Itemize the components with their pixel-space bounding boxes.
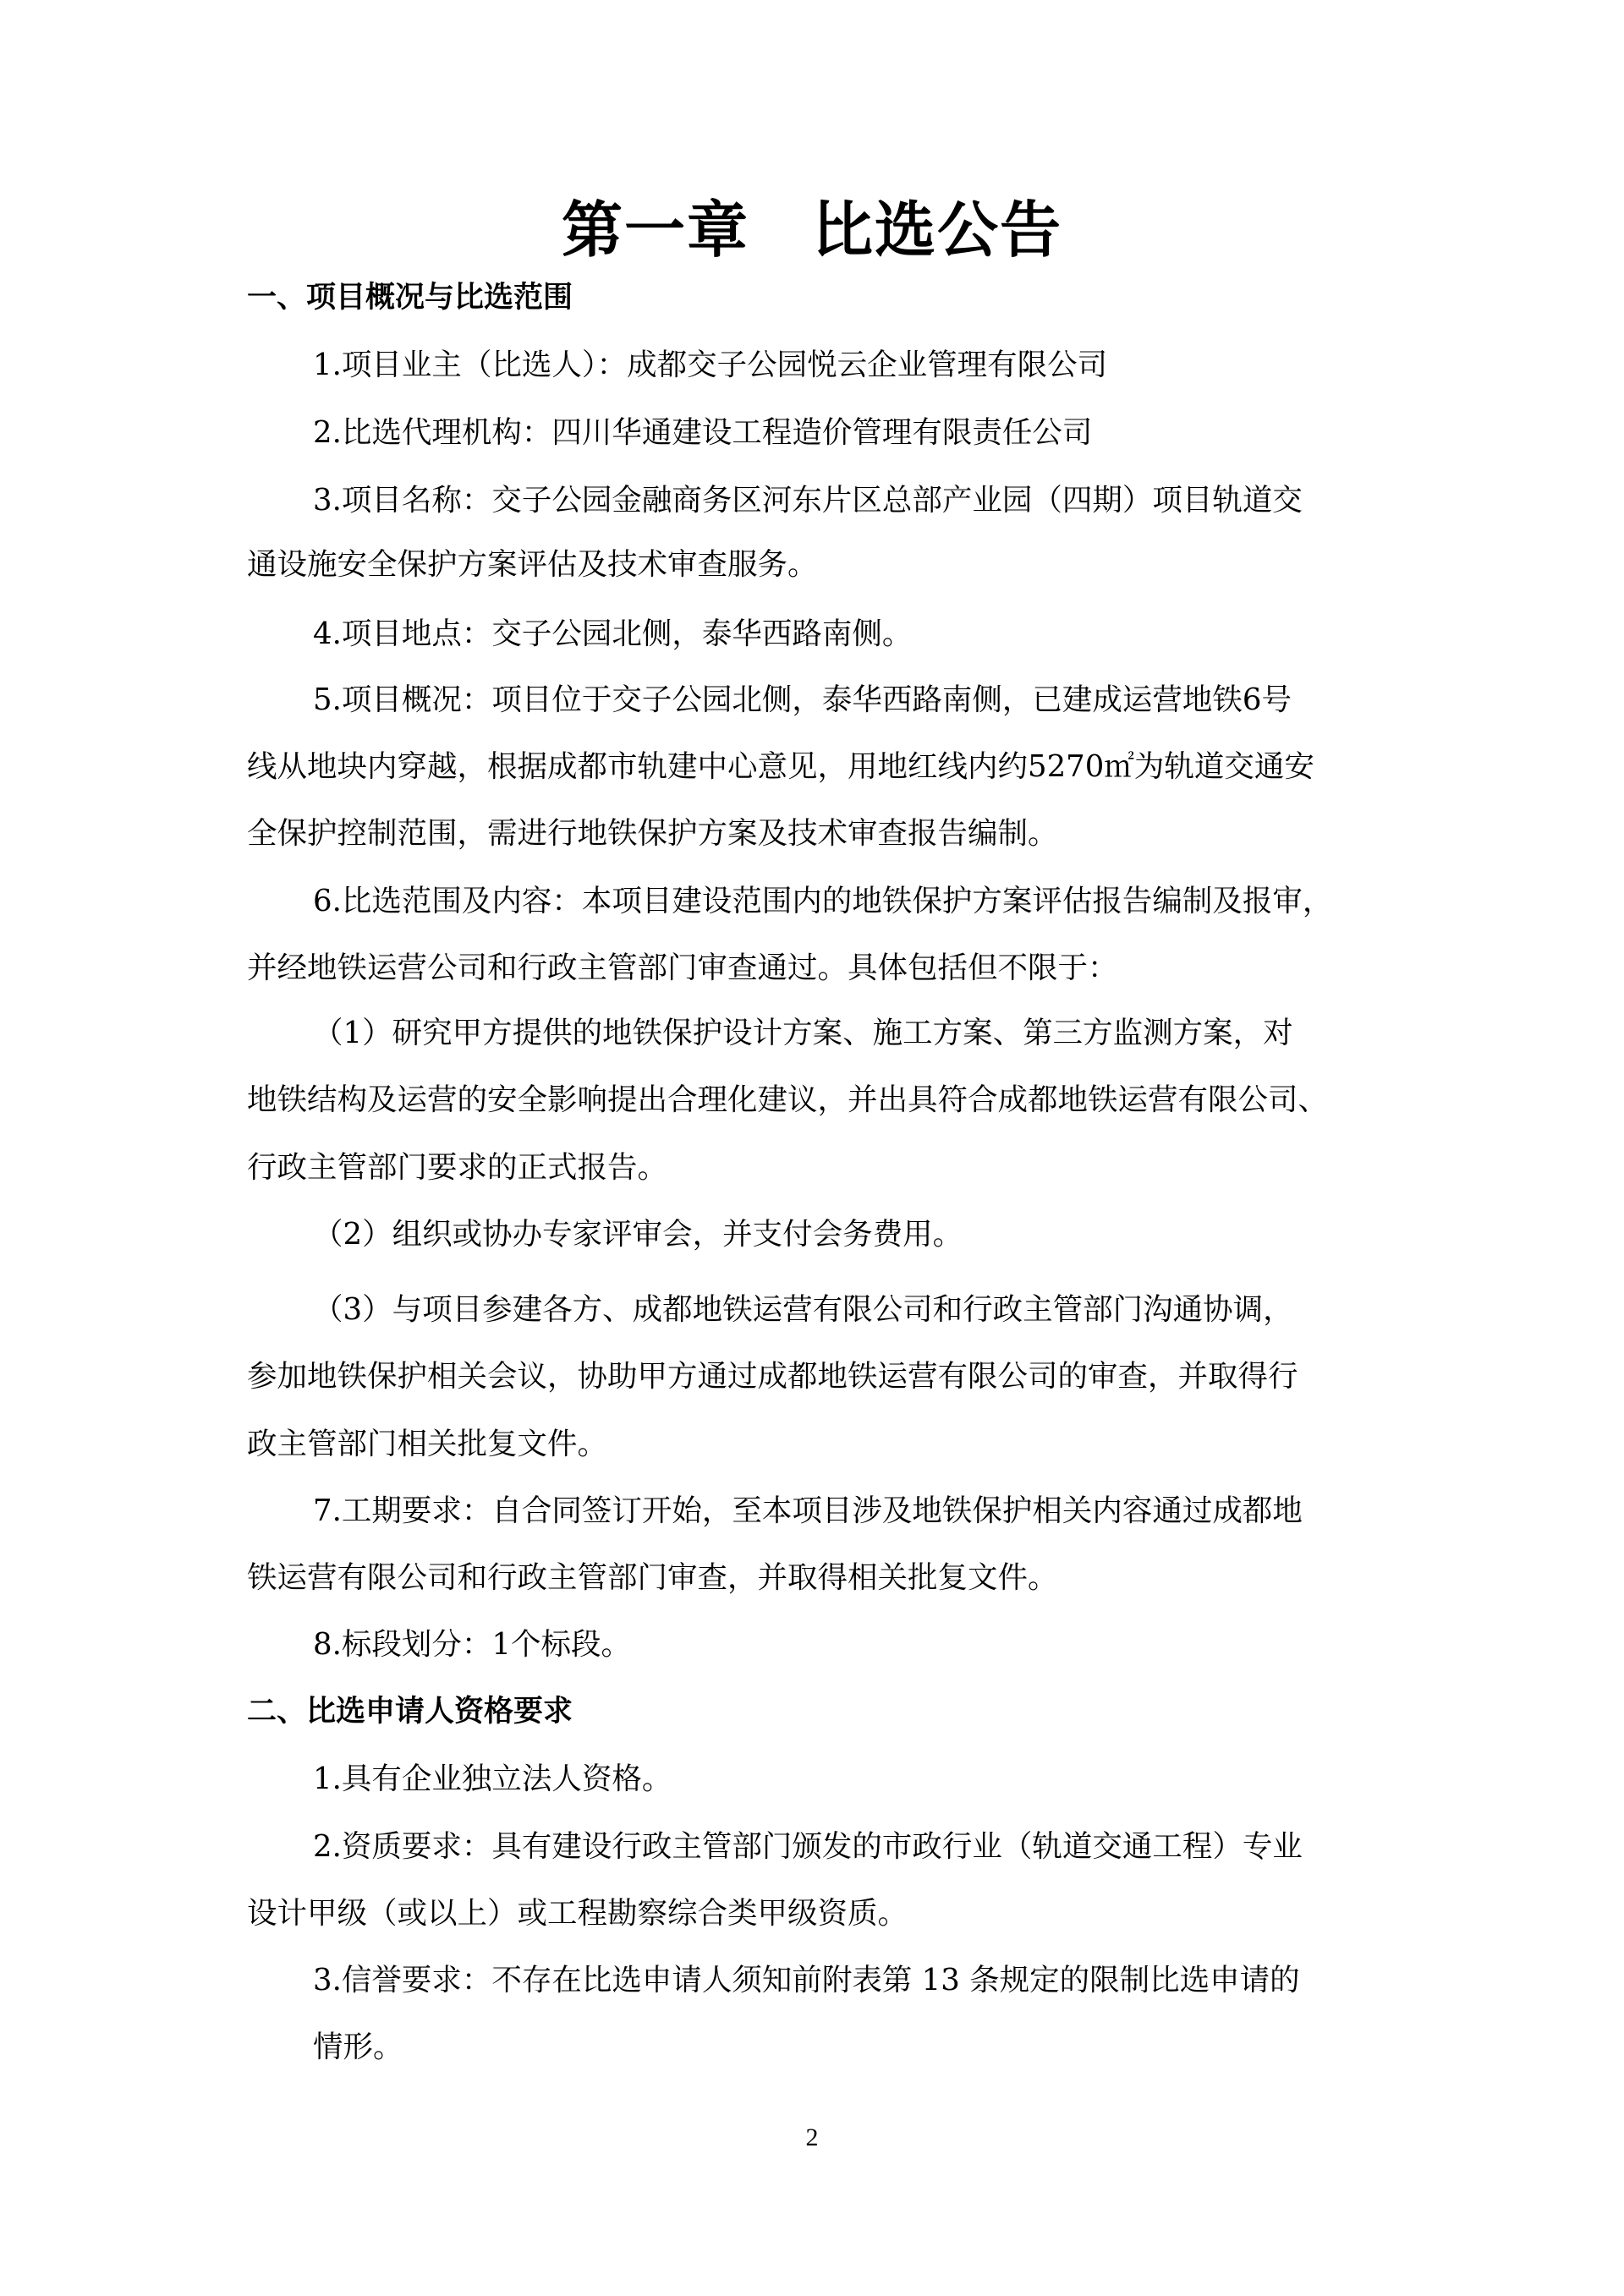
text-line-location: 4.项目地点：交子公园北侧，泰华西路南侧。 — [313, 616, 913, 651]
text-line-scope-item-3: （3）与项目参建各方、成都地铁运营有限公司和行政主管部门沟通协调， — [313, 1292, 1293, 1327]
text-line-overview-cont-1: 线从地块内穿越，根据成都市轨建中心意见，用地红线内约5270㎡为轨道交通安 — [247, 749, 1314, 784]
text-line-scope-cont: 并经地铁运营公司和行政主管部门审查通过。具体包括但不限于： — [247, 951, 1118, 985]
text-line-scope-item-1: （1）研究甲方提供的地铁保护设计方案、施工方案、第三方监测方案，对 — [313, 1016, 1293, 1050]
text-line-scope-item-2: （2）组织或协办专家评审会，并支付会务费用。 — [313, 1217, 963, 1252]
text-line-schedule: 7.工期要求：自合同签订开始，至本项目涉及地铁保护相关内容通过成都地 — [313, 1493, 1303, 1528]
text-line-lots: 8.标段划分：1个标段。 — [313, 1627, 631, 1662]
text-line-scope-item-3-cont-1: 参加地铁保护相关会议，协助甲方通过成都地铁运营有限公司的审查，并取得行 — [247, 1359, 1298, 1394]
text-line-credit-cont: 情形。 — [313, 2030, 403, 2064]
text-line-scope: 6.比选范围及内容：本项目建设范围内的地铁保护方案评估报告编制及报审， — [313, 884, 1333, 918]
text-line-project-name: 3.项目名称：交子公园金融商务区河东片区总部产业园（四期）项目轨道交 — [313, 483, 1303, 518]
text-line-scope-item-1-cont-2: 行政主管部门要求的正式报告。 — [247, 1150, 668, 1185]
section-heading-qualifications: 二、比选申请人资格要求 — [247, 1695, 573, 1729]
text-line-agency: 2.比选代理机构：四川华通建设工程造价管理有限责任公司 — [313, 415, 1093, 450]
text-line-overview: 5.项目概况：项目位于交子公园北侧，泰华西路南侧，已建成运营地铁6号 — [313, 682, 1292, 717]
text-line-project-name-cont: 通设施安全保护方案评估及技术审查服务。 — [247, 547, 818, 582]
text-line-scope-item-1-cont-1: 地铁结构及运营的安全影响提出合理化建议，并出具符合成都地铁运营有限公司、 — [247, 1082, 1329, 1117]
text-line-overview-cont-2: 全保护控制范围，需进行地铁保护方案及技术审查报告编制。 — [247, 816, 1058, 851]
text-line-legal-entity: 1.具有企业独立法人资格。 — [313, 1762, 672, 1796]
page-number: 2 — [805, 2123, 819, 2151]
text-line-credit: 3.信誉要求：不存在比选申请人须知前附表第 13 条规定的限制比选申请的 — [313, 1963, 1300, 1997]
chapter-title: 第一章 比选公告 — [561, 195, 1062, 266]
text-line-schedule-cont: 铁运营有限公司和行政主管部门审查，并取得相关批复文件。 — [247, 1560, 1058, 1595]
text-line-certification-cont: 设计甲级（或以上）或工程勘察综合类甲级资质。 — [247, 1896, 908, 1931]
text-line-owner: 1.项目业主（比选人）：成都交子公园悦云企业管理有限公司 — [313, 348, 1108, 382]
section-heading-overview: 一、项目概况与比选范围 — [247, 281, 573, 315]
text-line-scope-item-3-cont-2: 政主管部门相关批复文件。 — [247, 1427, 608, 1461]
text-line-certification: 2.资质要求：具有建设行政主管部门颁发的市政行业（轨道交通工程）专业 — [313, 1829, 1303, 1864]
